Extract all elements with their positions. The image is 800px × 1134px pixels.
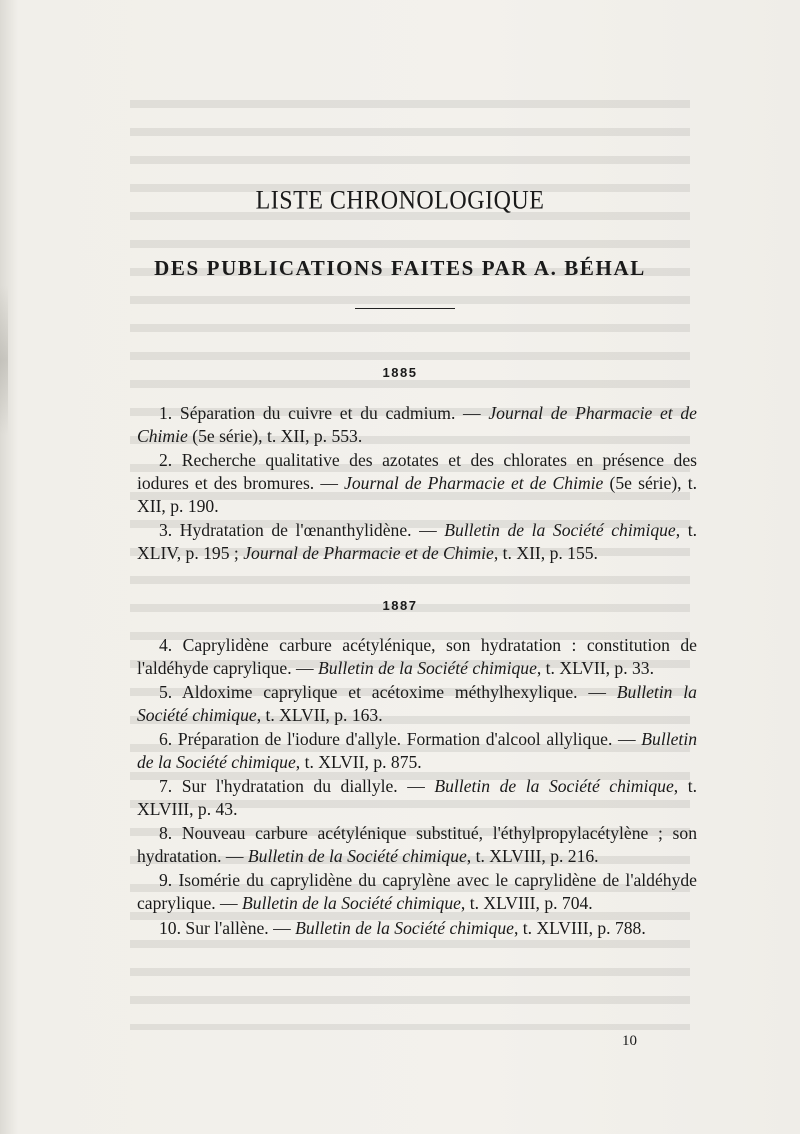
- entry-number: 9.: [159, 870, 173, 891]
- title-rule: [355, 308, 455, 309]
- binding-mark: [0, 285, 8, 435]
- entry-journal: Bulletin de la Société chimique: [295, 917, 514, 938]
- list-item: [137, 869, 697, 915]
- entry-journal: Bulletin la Société chimique: [137, 682, 697, 725]
- entry-ref: , t. XLVII, p. 875.: [295, 751, 422, 772]
- entry-ref: , t. XLVIII, p. 788.: [513, 917, 646, 938]
- list-item: [137, 775, 697, 821]
- entry-journal: Bulletin de la Société chimique: [137, 729, 697, 772]
- entry-ref-2: , t. XII, p. 155.: [493, 542, 598, 563]
- entry-number: 10.: [159, 917, 181, 938]
- entry-ref: , t. XLVII, p. 163.: [256, 704, 383, 725]
- entry-ref: , t. XLVIII, p. 43.: [137, 776, 697, 820]
- entry-number: 3.: [159, 519, 173, 540]
- entry-title: Séparation du cuivre et du cadmium. —: [179, 403, 489, 423]
- list-item: [137, 402, 697, 448]
- list-item: [137, 728, 697, 774]
- page-number: 10: [622, 1033, 637, 1049]
- entry-number: 1.: [159, 403, 173, 423]
- entry-ref: , t. XLVIII, p. 216.: [466, 846, 599, 867]
- entry-ref: (5e série), t. XII, p. 190.: [137, 472, 697, 516]
- list-item: [137, 681, 697, 727]
- entry-list: [137, 402, 697, 566]
- entry-journal: Bulletin de la Société chimique: [434, 776, 674, 797]
- entry-number: 4.: [159, 635, 173, 655]
- entry-journal: Bulletin de la Société chimique: [247, 846, 467, 867]
- page-subtitle: DES PUBLICATIONS FAITES PAR A. BÉHAL: [154, 256, 646, 280]
- entry-ref: , t. XLVIII, p. 704.: [460, 893, 593, 914]
- entry-title: Sur l'allène. —: [185, 917, 296, 938]
- list-item: [137, 822, 697, 868]
- entry-title: Recherche qualitative des azotates et des chlorates en présence des iodures et des bromures. —: [137, 450, 697, 493]
- entry-list: [137, 634, 697, 941]
- entry-number: 2.: [159, 450, 173, 471]
- entry-title: Préparation de l'iodure d'allyle. Formation d'alcool allylique. —: [177, 729, 642, 750]
- entry-number: 7.: [159, 776, 173, 797]
- list-item: [137, 519, 697, 565]
- entry-journal: Bulletin de la Société chimique: [318, 657, 537, 678]
- list-item: [137, 917, 697, 940]
- entry-journal: Journal de Pharmacie et de Chimie: [344, 472, 604, 493]
- entry-number: 8.: [159, 823, 173, 844]
- year-heading: 1885: [382, 365, 418, 380]
- entry-journal: Journal de Pharmacie et de Chimie: [137, 403, 697, 446]
- entry-journal: Bulletin de la Société chimique: [444, 519, 676, 540]
- entry-title: Hydratation de l'œnanthylidène. —: [179, 519, 445, 540]
- entry-title: Sur l'hydratation du diallyle. —: [181, 776, 435, 797]
- entry-number: 6.: [159, 729, 173, 750]
- entry-title: Aldoxime caprylique et acétoxime méthylhexylique. —: [182, 682, 617, 703]
- list-item: [137, 449, 697, 517]
- entry-ref: , t. XLVII, p. 33.: [536, 657, 654, 678]
- entry-journal-2: Journal de Pharmacie et de Chimie: [243, 542, 494, 563]
- year-heading: 1887: [382, 598, 418, 613]
- page-title: LISTE CHRONOLOGIQUE: [255, 186, 545, 215]
- entry-journal: Bulletin de la Société chimique: [242, 893, 461, 914]
- list-item: [137, 634, 697, 680]
- entry-number: 5.: [159, 682, 173, 703]
- entry-title: Nouveau carbure acétylénique substitué, l'éthylpropylacétylène ; son hydratation. —: [137, 823, 697, 867]
- entry-ref: (5e série), t. XII, p. 553.: [187, 425, 363, 446]
- entry-title: Isomérie du caprylidène du caprylène avec le caprylidène de l'aldéhyde caprylique. —: [137, 870, 697, 914]
- entry-ref: , t. XLIV, p. 195 ;: [137, 519, 697, 563]
- entry-title: Caprylidène carbure acétylénique, son hydratation : constitution de l'aldéhyde caprylique. —: [137, 635, 697, 678]
